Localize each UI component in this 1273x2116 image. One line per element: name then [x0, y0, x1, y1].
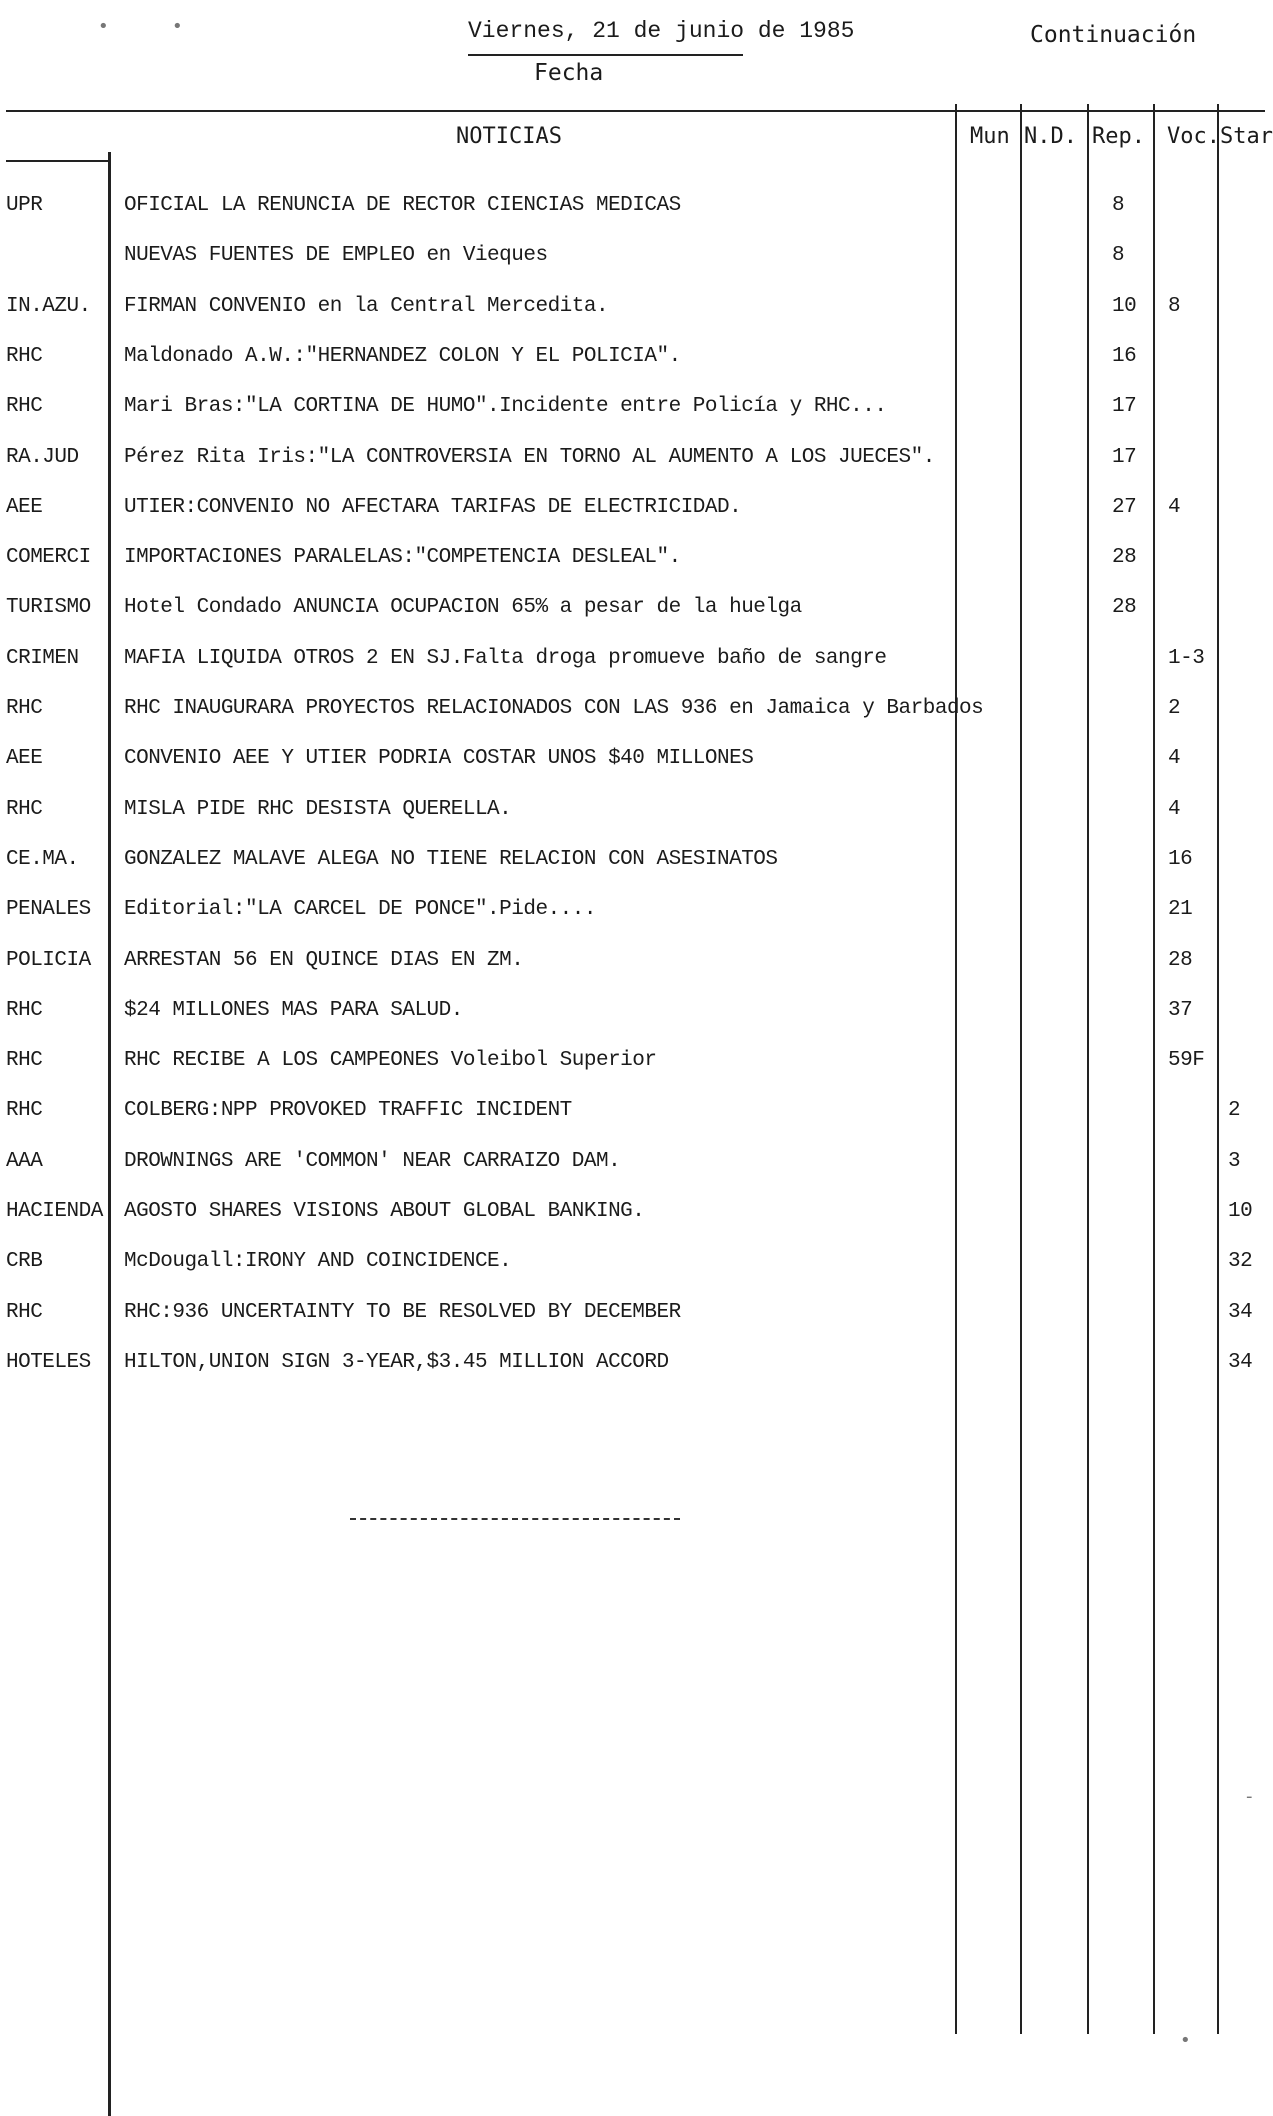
row-star-page: 34 [1228, 1301, 1253, 1324]
row-headline: MISLA PIDE RHC DESISTA QUERELLA. [124, 798, 512, 821]
row-voc-page: 8 [1168, 295, 1181, 318]
table-row [0, 1351, 1265, 1401]
row-headline: COLBERG:NPP PROVOKED TRAFFIC INCIDENT [124, 1099, 572, 1122]
row-section-label: RHC [6, 697, 43, 720]
row-voc-page: 4 [1168, 747, 1181, 770]
row-rep-page: 16 [1112, 345, 1137, 368]
row-headline: HILTON,UNION SIGN 3-YEAR,$3.45 MILLION ACCORD [124, 1351, 669, 1374]
table-row [0, 1301, 1265, 1351]
row-voc-page: 16 [1168, 848, 1193, 871]
row-rep-page: 17 [1112, 395, 1137, 418]
row-rep-page: 17 [1112, 446, 1137, 469]
row-section-label: CE.MA. [6, 848, 79, 871]
row-star-page: 34 [1228, 1351, 1253, 1374]
row-section-label: CRIMEN [6, 647, 79, 670]
row-headline: $24 MILLONES MAS PARA SALUD. [124, 999, 463, 1022]
table-row [0, 647, 1265, 697]
row-section-label: UPR [6, 194, 43, 217]
date-label: Fecha [534, 60, 604, 86]
row-section-label: HACIENDA [6, 1200, 103, 1223]
table-row [0, 1099, 1265, 1149]
table-row [0, 798, 1265, 848]
row-headline: UTIER:CONVENIO NO AFECTARA TARIFAS DE ELECTRICIDAD. [124, 496, 742, 519]
row-star-page: 3 [1228, 1150, 1241, 1173]
row-headline: Editorial:"LA CARCEL DE PONCE".Pide.... [124, 898, 596, 921]
row-headline: NUEVAS FUENTES DE EMPLEO en Vieques [124, 244, 548, 267]
table-row [0, 244, 1265, 294]
row-headline: GONZALEZ MALAVE ALEGA NO TIENE RELACION CON ASESINATOS [124, 848, 778, 871]
row-voc-page: 4 [1168, 798, 1181, 821]
table-row [0, 1200, 1265, 1250]
table-row [0, 546, 1265, 596]
row-headline: McDougall:IRONY AND COINCIDENCE. [124, 1250, 512, 1273]
row-section-label: COMERCI [6, 546, 91, 569]
row-headline: RHC INAUGURARA PROYECTOS RELACIONADOS CON LAS 936 en Jamaica y Barbados [124, 697, 984, 720]
table-row [0, 1150, 1265, 1200]
row-section-label: IN.AZU. [6, 295, 91, 318]
table-row [0, 295, 1265, 345]
scan-speck: • [172, 16, 183, 37]
row-rep-page: 28 [1112, 596, 1137, 619]
scan-speck: • [98, 16, 109, 37]
row-headline: CONVENIO AEE Y UTIER PODRIA COSTAR UNOS $40 MILLONES [124, 747, 754, 770]
table-row [0, 596, 1265, 646]
table-row [0, 999, 1265, 1049]
row-section-label: RHC [6, 999, 43, 1022]
row-voc-page: 2 [1168, 697, 1181, 720]
row-voc-page: 59F [1168, 1049, 1205, 1072]
table-row [0, 1049, 1265, 1099]
row-headline: Maldonado A.W.:"HERNANDEZ COLON Y EL POLICIA". [124, 345, 681, 368]
row-section-label: RHC [6, 1099, 43, 1122]
row-headline: AGOSTO SHARES VISIONS ABOUT GLOBAL BANKING. [124, 1200, 645, 1223]
row-section-label: RHC [6, 395, 43, 418]
row-star-page: 32 [1228, 1250, 1253, 1273]
row-section-label: RHC [6, 798, 43, 821]
row-voc-page: 4 [1168, 496, 1181, 519]
row-section-label: POLICIA [6, 949, 91, 972]
table-row [0, 496, 1265, 546]
row-section-label: CRB [6, 1250, 43, 1273]
row-section-label: RA.JUD [6, 446, 79, 469]
table-row [0, 395, 1265, 445]
row-headline: Hotel Condado ANUNCIA OCUPACION 65% a pesar de la huelga [124, 596, 802, 619]
column-header-mun: Mun [970, 124, 1010, 149]
row-star-page: 10 [1228, 1200, 1253, 1223]
row-headline: FIRMAN CONVENIO en la Central Mercedita. [124, 295, 609, 318]
column-header-nd: N.D. [1024, 124, 1077, 149]
row-section-label: PENALES [6, 898, 91, 921]
table-row [0, 898, 1265, 948]
row-voc-page: 21 [1168, 898, 1193, 921]
column-header-voc: Voc. [1167, 124, 1220, 149]
closing-dashed-rule [350, 1518, 680, 1520]
column-header-noticias: NOTICIAS [456, 124, 562, 149]
continuation-label: Continuación [1030, 22, 1197, 48]
row-star-page: 2 [1228, 1099, 1241, 1122]
date-underline [468, 54, 743, 56]
row-rep-page: 8 [1112, 194, 1125, 217]
section-column-rule [6, 160, 108, 162]
row-headline: RHC:936 UNCERTAINTY TO BE RESOLVED BY DECEMBER [124, 1301, 681, 1324]
document-date: Viernes, 21 de junio de 1985 [468, 18, 855, 44]
row-section-label: AEE [6, 496, 43, 519]
row-rep-page: 8 [1112, 244, 1125, 267]
row-headline: Mari Bras:"LA CORTINA DE HUMO".Incidente entre Policía y RHC... [124, 395, 887, 418]
row-section-label: HOTELES [6, 1351, 91, 1374]
table-row [0, 949, 1265, 999]
row-voc-page: 37 [1168, 999, 1193, 1022]
row-headline: DROWNINGS ARE 'COMMON' NEAR CARRAIZO DAM. [124, 1150, 621, 1173]
row-headline: OFICIAL LA RENUNCIA DE RECTOR CIENCIAS MEDICAS [124, 194, 681, 217]
row-headline: ARRESTAN 56 EN QUINCE DIAS EN ZM. [124, 949, 524, 972]
scan-speck: • [1180, 2030, 1191, 2051]
table-row [0, 697, 1265, 747]
table-row [0, 1250, 1265, 1300]
table-row [0, 747, 1265, 797]
row-headline: Pérez Rita Iris:"LA CONTROVERSIA EN TORNO AL AUMENTO A LOS JUECES". [124, 446, 935, 469]
row-voc-page: 28 [1168, 949, 1193, 972]
row-rep-page: 10 [1112, 295, 1137, 318]
table-row [0, 194, 1265, 244]
row-voc-page: 1-3 [1168, 647, 1205, 670]
column-header-star: Star [1220, 124, 1273, 149]
table-row [0, 345, 1265, 395]
row-section-label: TURISMO [6, 596, 91, 619]
row-section-label: AEE [6, 747, 43, 770]
row-headline: MAFIA LIQUIDA OTROS 2 EN SJ.Falta droga promueve baño de sangre [124, 647, 887, 670]
row-section-label: RHC [6, 1049, 43, 1072]
row-headline: RHC RECIBE A LOS CAMPEONES Voleibol Superior [124, 1049, 657, 1072]
row-rep-page: 28 [1112, 546, 1137, 569]
row-section-label: RHC [6, 345, 43, 368]
table-row [0, 446, 1265, 496]
row-section-label: AAA [6, 1150, 43, 1173]
scan-speck: - [1246, 1786, 1253, 1807]
column-header-rep: Rep. [1092, 124, 1145, 149]
table-top-rule [6, 110, 1265, 112]
table-row [0, 848, 1265, 898]
row-section-label: RHC [6, 1301, 43, 1324]
row-rep-page: 27 [1112, 496, 1137, 519]
row-headline: IMPORTACIONES PARALELAS:"COMPETENCIA DESLEAL". [124, 546, 681, 569]
